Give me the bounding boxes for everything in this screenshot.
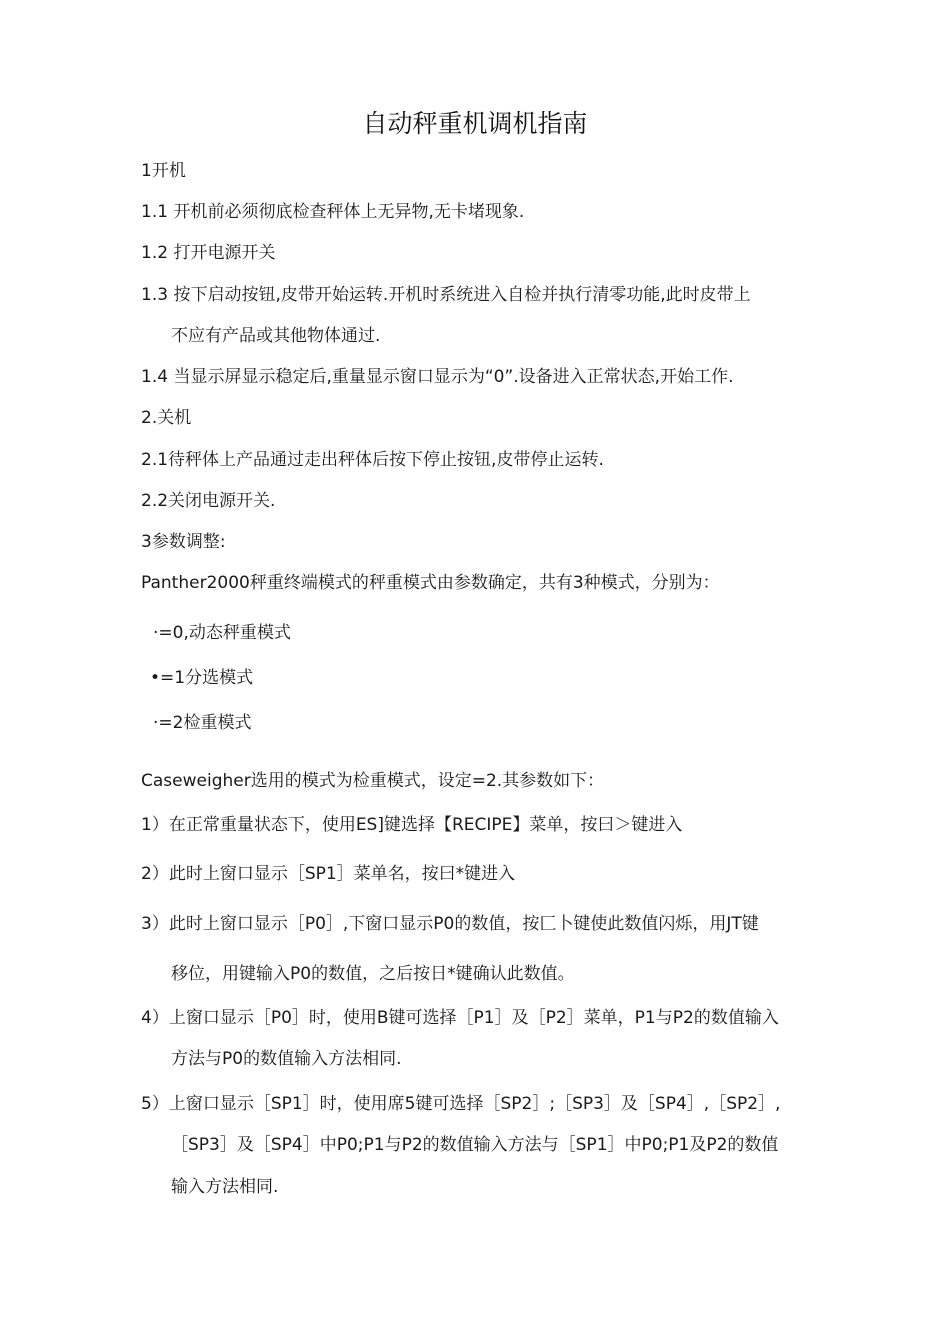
step-2-2: 2.2关闭电源开关.	[141, 491, 276, 511]
step-1-1: 1.1 开机前必须彻底检查秤体上无异物,无卡堵现象.	[141, 202, 525, 222]
procedure-step-5-continued: ［SP3］及［SP4］中P0;P1与P2的数值输入方法与［SP1］中P0;P1及P2的数值	[171, 1135, 779, 1155]
step-1-3: 1.3 按下启动按钮,皮带开始运转.开机时系统进入自检并执行清零功能,此时皮带上	[141, 285, 751, 305]
procedure-step-3-continued: 移位，用键输入P0的数值，之后按日*键确认此数值。	[171, 964, 575, 984]
mode-item-1: •=1分选模式	[150, 668, 254, 688]
procedure-step-3: 3）此时上窗口显示［P0］,下窗口显示P0的数值，按匚卜键使此数值闪烁，用JT键	[141, 914, 759, 934]
step-2-1: 2.1待秤体上产品通过走出秤体后按下停止按钮,皮带停止运转.	[141, 450, 604, 470]
step-1-2: 1.2 打开电源开关	[141, 243, 276, 263]
step-1-4: 1.4 当显示屏显示稳定后,重量显示窗口显示为“0”.设备进入正常状态,开始工作.	[141, 367, 734, 387]
step-1-3-continued: 不应有产品或其他物体通过.	[171, 326, 381, 346]
paragraph-modes-intro: Panther2000秤重终端模式的秤重模式由参数确定，共有3种模式，分别为：	[141, 573, 720, 593]
procedure-step-1: 1）在正常重量状态下，使用ES]键选择【RECIPE】菜单，按曰＞键进入	[141, 815, 683, 835]
procedure-step-5: 5）上窗口显示［SP1］时，使用席5键可选择［SP2］;［SP3］及［SP4］,［SP2］,	[141, 1094, 781, 1114]
procedure-step-4: 4）上窗口显示［P0］时，使用B键可选择［P1］及［P2］菜单，P1与P2的数值输入	[141, 1008, 779, 1028]
procedure-step-2: 2）此时上窗口显示［SP1］菜单名，按曰*键进入	[141, 864, 516, 884]
heading-parameters: 3参数调整:	[141, 532, 226, 552]
mode-item-0: ·=0,动态秤重模式	[153, 623, 291, 643]
procedure-step-4-continued: 方法与P0的数值输入方法相同.	[171, 1049, 402, 1069]
procedure-step-5-end: 输入方法相同.	[171, 1177, 279, 1197]
document-title: 自动秤重机调机指南	[362, 109, 588, 138]
heading-power-on: 1开机	[141, 161, 186, 181]
paragraph-caseweigher: Caseweigher选用的模式为检重模式，设定=2.其参数如下：	[141, 771, 605, 791]
mode-item-2: ·=2检重模式	[153, 713, 252, 733]
heading-power-off: 2.关机	[141, 408, 192, 428]
